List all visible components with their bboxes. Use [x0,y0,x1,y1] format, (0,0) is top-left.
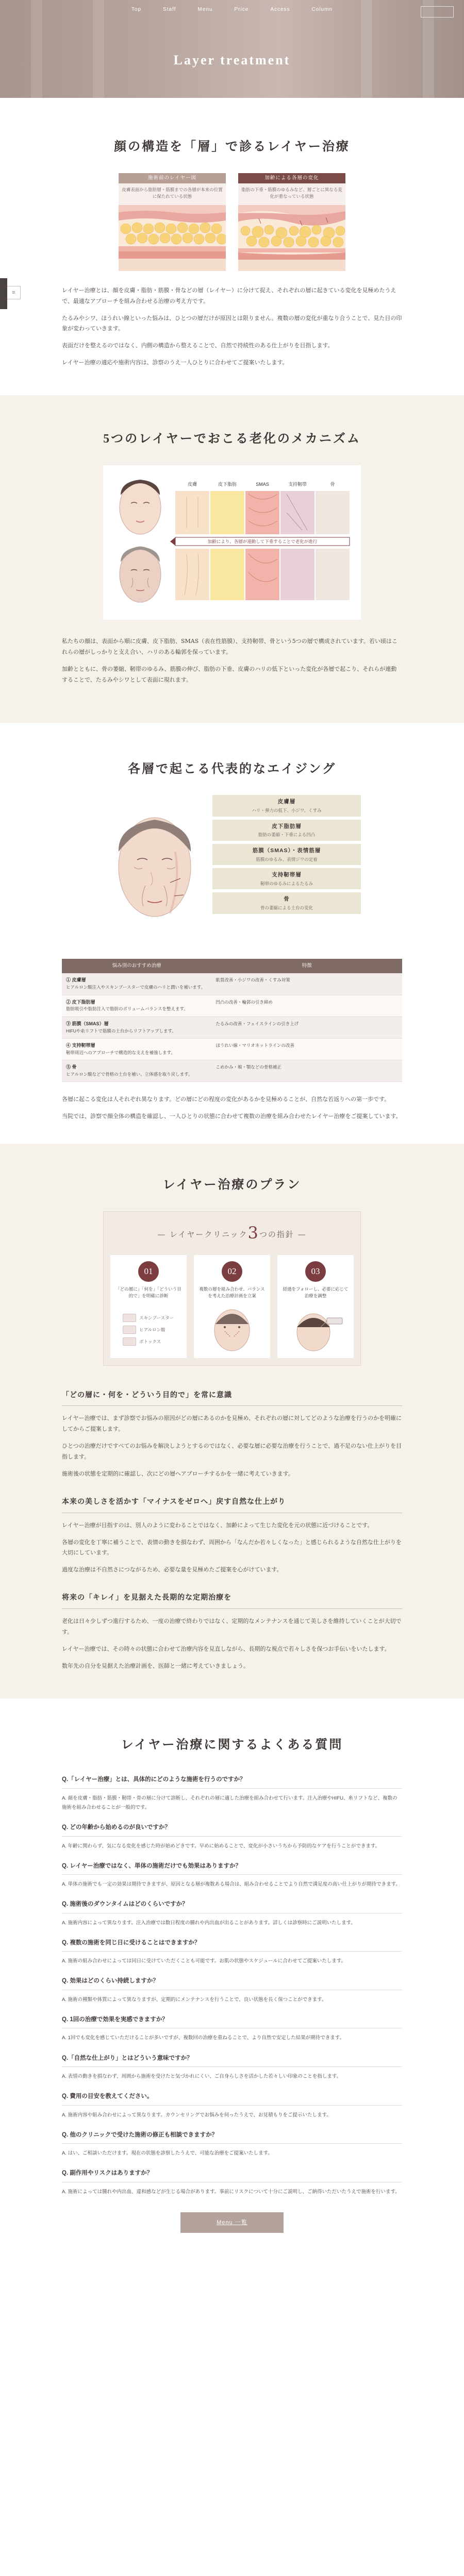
step-number: 02 [222,1261,242,1282]
plan-heading: — レイヤークリニック3つの指針 — [157,1223,307,1243]
nav-staff[interactable]: Staff [163,7,176,12]
paragraph: 各層に起こる変化は人それぞれ異なります。どの層にどの程度の変化があるかを見極めることが、自然な若返りへの第一歩です。 [62,1095,390,1103]
option-item: スキンブースター [123,1314,181,1322]
faq-item [62,1900,402,1928]
aging-figure [103,795,361,944]
paragraph: 私たちの顔は、表面から順に皮膚、皮下脂肪、SMAS（表在性筋膜）、支持靭帯、骨という5つの層で構成されています。若い頃はこれらの層がしっかりと支え合い、ハリのある輪郭を保っています。 [62,637,397,655]
paragraph: 表面だけを整えるのではなく、内側の構造から整えることで、自然で持続性のある仕上がりを目指します。 [62,342,334,349]
skin-layer-illustration [238,205,345,271]
aging-layer-item [212,892,361,913]
faq-item [62,1976,402,2005]
faq-question[interactable]: Q.「自然な仕上がり」とはどういう意味ですか？ [62,2054,402,2067]
paragraph: レイヤー治療では、まず診察でお悩みの原因がどの層にあるのかを見極め、それぞれの層に対してどのような治療を行うのかを明確にしてからご提案します。 [62,1415,402,1433]
table-row [62,973,402,995]
section-title: 5つのレイヤーでおこる老化のメカニズム [103,432,361,446]
paragraph: レイヤー治療では、その時々の状態に合わせて治療内容を見直しながら、長期的な視点で若々しさを保つお手伝いをいたします。 [62,1645,390,1652]
table-header: 悩み別のおすすめ治療 [62,959,211,973]
section-aging [0,723,464,1144]
aging-layer-desc: 靭帯のゆるみによるたるみ [260,880,313,886]
plan-step [110,1255,187,1358]
table-cell: 肌質改善・小ジワの改善・くすみ対策 [211,973,402,995]
option-item: ヒアルロン酸 [123,1326,181,1334]
faq-answer: A. 表情の動きを損なわず、周囲から施術を受けたと気づかれにくい、ご自身らしさを活かした若々しい印象のことを指します。 [62,2074,342,2080]
aging-text [62,1094,402,1122]
layer-label: SMAS [256,481,269,487]
mechanism-note: 加齢により、各層が連動して下垂することで老化が進行 [207,538,318,544]
table-cell: ほうれい線・マリオネットラインの改善 [211,1038,402,1060]
faq-item [62,1775,402,1812]
aging-face-illustration [103,795,206,944]
aging-layer-item [212,795,361,816]
faq-question[interactable]: Q. レイヤー治療ではなく、単体の施術だけでも効果はありますか？ [62,1861,402,1875]
aging-layer-item [212,820,361,841]
treatment-options [115,1307,181,1353]
skin-card-note: 皮膚表面から脂肪層・筋膜までの各層が本来の位置に保たれている状態 [119,183,226,205]
aging-layer-desc: 骨の萎縮による土台の変化 [260,905,313,911]
faq-answer: A. 単体の施術でも一定の効果は期待できますが、原因となる層が複数ある場合は、組み合わせることでより自然で満足度の高い仕上がりが期待できます。 [62,1882,401,1888]
table-cell: ④ 支持靭帯層 靭帯周辺へのアプローチで構造的な支えを補強します。 [62,1038,211,1060]
nav-access[interactable]: Access [270,7,290,12]
menu-toggle-button[interactable]: ≡ [7,286,21,299]
faq-answer: A. 施術の種類や体質によって異なりますが、定期的にメンテナンスを行うことで、良い状態を長く保つことができます。 [62,1996,327,2003]
skin-card-before [119,173,226,271]
paragraph: たるみやシワ、ほうれい線といった悩みは、ひとつの層だけが原因とは限りません。複数の層の変化が重なり合うことで、見た目の印象が変わっていきます。 [62,314,402,332]
section-mechanism [0,395,464,722]
faq-question[interactable]: Q. 副作用やリスクはありますか？ [62,2168,402,2182]
skin-layer-figure [119,173,345,271]
aging-mechanism-illustration [109,471,355,614]
nav-price[interactable]: Price [234,7,249,12]
plan-subheading: 「どの層に・何を・どういう目的で」を常に意識 [62,1386,402,1406]
menu-list-button[interactable]: Menu 一覧 [180,2212,284,2233]
section-layer-intro [0,98,464,395]
step-number: 01 [138,1261,159,1282]
faq-answer: A. 顔を皮膚・脂肪・筋膜・靭帯・骨の層に分けて診断し、それぞれの層に適した治療を組み合わせて行います。注入治療やHIFU、糸リフトなど、複数の施術を組み合わせることが一般的です。 [62,1795,397,1810]
layer-label: 支持靭帯 [288,481,307,487]
step-text: 「どの層に」「何を」「どういう目的で」を明確に診断 [115,1286,181,1299]
aging-layer-desc: 脂肪の萎縮・下垂による凹凸 [258,832,316,838]
faq-item [62,1823,402,1851]
treatment-table [62,959,402,1082]
faq-item [62,1938,402,1967]
faq-question[interactable]: Q.「レイヤー治療」とは、具体的にどのような施術を行うのですか？ [62,1775,402,1789]
faq-item [62,2168,402,2197]
faq-question[interactable]: Q. 費用の目安を教えてください。 [62,2092,402,2106]
section-title: 各層で起こる代表的なエイジング [128,762,336,776]
table-header: 特徴 [211,959,402,973]
faq-item [62,2015,402,2043]
aging-layer-heading: 皮膚層 [277,799,296,805]
faq-answer: A. 年齢に関わらず、気になる変化を感じた時が始めどきです。早めに始めることで、変化が小さいうちから予防的なケアを行うことができます。 [62,1843,380,1849]
table-row [62,1060,402,1081]
faq-item [62,2054,402,2082]
skin-card-caption: 施術前のレイヤー図 [119,173,226,183]
step-number: 03 [305,1261,326,1282]
step-text: 経過をフォローし、必要に応じて治療を調整 [283,1286,349,1299]
paragraph: 加齢とともに、骨の萎縮、靭帯のゆるみ、筋膜の伸び、脂肪の下垂、皮膚のハリの低下といった変化が各層で起こり、それらが連動することで、たるみやシワとして表面に現れます。 [62,665,397,683]
section-plan [0,1144,464,1699]
section-title: レイヤー治療のプラン [162,1178,302,1192]
aging-layer-desc: ハリ・弾力の低下、小ジワ、くすみ [252,808,322,814]
mechanism-figure [103,465,361,620]
table-cell: こめかみ・頬・顎などの骨格補正 [211,1060,402,1081]
skin-card-caption: 加齢による各層の変化 [238,173,345,183]
table-row [62,1038,402,1060]
hero-title: Layer treatment [173,53,291,67]
mechanism-text [62,636,402,686]
aging-layer-item [212,868,361,889]
nav-top[interactable]: Top [131,7,142,12]
faq-answer: A. 施術内容によって異なります。注入治療では数日程度の腫れや内出血が出ることがあります。詳しくは診察時にご説明いたします。 [62,1920,356,1926]
paragraph: レイヤー治療とは、顔を皮膚・脂肪・筋膜・骨などの層（レイヤー）に分けて捉え、それぞれの層に起きている変化を見極めたうえで、最適なアプローチを組み合わせる治療の考え方です。 [62,286,396,304]
skin-layer-illustration [119,205,226,271]
skin-card-after [238,173,345,271]
faq-item [62,2130,402,2159]
hero-header [0,0,464,98]
paragraph: 老化は日々少しずつ進行するため、一度の治療で終わりではなく、定期的なメンテナンスを通じて美しさを維持していくことが大切です。 [62,1617,402,1635]
aging-layer-desc: 筋膜のゆるみ、表情ジワの定着 [256,856,318,862]
paragraph: レイヤー治療が目指すのは、別人のように変わることではなく、加齢によって生じた変化を元の状態に近づけることです。 [62,1521,373,1529]
layer-label: 骨 [330,481,335,487]
plan-step [277,1255,354,1358]
global-nav [0,5,464,14]
treatment-illustration [283,1307,349,1353]
section-faq [0,1699,464,2259]
aging-layer-heading: 骨 [284,896,290,903]
section-title: 顔の構造を「層」で診るレイヤー治療 [114,140,350,154]
table-row [62,995,402,1016]
aging-layer-heading: 皮下脂肪層 [272,823,302,829]
table-cell: ③ 筋膜（SMAS）層 HIFUや糸リフトで筋膜の土台からリフトアップします。 [62,1016,211,1038]
nav-menu[interactable]: Menu [197,7,213,12]
faq-item [62,1861,402,1890]
step-text: 複数の層を組み合わせ、バランスを考えた治療計画を立案 [199,1286,265,1299]
paragraph: レイヤー治療の適応や施術内容は、診察のうえ一人ひとりに合わせてご提案いたします。 [62,359,288,366]
paragraph: 施術後の状態を定期的に確認し、次にどの層へアプローチするかを一緒に考えていきます。 [62,1470,294,1477]
paragraph: 過度な治療は不自然さにつながるため、必要な量を見極めたご提案を心がけています。 [62,1566,283,1573]
aging-layer-list [212,795,361,944]
faq-answer: A. はい、ご相談いただけます。現在の状態を診察したうえで、可能な治療をご提案いたします。 [62,2150,273,2157]
side-tab[interactable] [0,278,7,309]
table-cell: ② 皮下脂肪層 脂肪吸引や脂肪注入で脂肪のボリュームバランスを整えます。 [62,995,211,1016]
table-cell: 凹凸の改善・輪郭の引き締め [211,995,402,1016]
aging-layer-heading: 筋膜（SMAS）・表情筋層 [252,847,321,854]
section-title: レイヤー治療に関するよくある質問 [121,1738,343,1752]
faq-question[interactable]: Q. 複数の施術を同じ日に受けることはできますか？ [62,1938,402,1952]
table-cell: ⑤ 骨 ヒアルロン酸などで骨格の土台を補い、立体感を取り戻します。 [62,1060,211,1081]
plan-figure [103,1211,361,1366]
faq-question[interactable]: Q. 施術後のダウンタイムはどのくらいですか？ [62,1900,402,1913]
faq-question[interactable]: Q. どの年齢から始めるのが良いですか？ [62,1823,402,1837]
faq-answer: A. 施術内容や組み合わせによって異なります。カウンセリングでお悩みを伺ったうえで、お見積もりをご提示いたします。 [62,2112,332,2118]
aging-layer-item [212,844,361,865]
aging-layer-heading: 支持靭帯層 [272,872,302,878]
paragraph: ひとつの治療だけですべてのお悩みを解決しようとするのではなく、必要な層に必要な治療を行うことで、過不足のない仕上がりを目指します。 [62,1443,402,1461]
option-item: ボトックス [123,1337,181,1346]
paragraph: 各層の変化を丁寧に補うことで、表情の動きを損なわず、周囲から「なんだか若々しくなった」と感じられるような自然な仕上がりを大切にしています。 [62,1538,402,1556]
paragraph: 数年先の自分を見据えた治療計画を、医師と一緒に考えていきましょう。 [62,1662,249,1669]
plan-subheading: 将来の「キレイ」を見据えた長期的な定期治療を [62,1589,402,1609]
layer-label: 皮膚 [187,481,197,487]
nav-column[interactable]: Column [311,7,333,12]
faq-question[interactable]: Q. 効果はどのくらい持続しますか？ [62,1976,402,1990]
table-row [62,1016,402,1038]
plan-step [194,1255,270,1358]
plan-text [62,1386,402,1672]
faq-question[interactable]: Q. 他のクリニックで受けた施術の修正も相談できますか？ [62,2130,402,2144]
faq-item [62,2092,402,2120]
faq-question[interactable]: Q. 1回の治療で効果を実感できますか？ [62,2015,402,2029]
intro-text [62,285,402,368]
faq-answer: A. 1回でも変化を感じていただけることが多いですが、複数回の治療を重ねることで、より自然で安定した結果が期待できます。 [62,2035,344,2041]
faq-list [62,1775,402,2197]
table-cell: ① 皮膚層 ヒアルロン酸注入やスキンブースターで皮膚のハリと潤いを補います。 [62,973,211,995]
reserve-button[interactable] [421,6,454,18]
skin-card-note: 脂肪の下垂・筋膜のゆるみなど、層ごとに異なる変化が重なっている状態 [238,183,345,205]
faq-answer: A. 施術の組み合わせによっては同日に受けていただくことも可能です。お肌の状態やスケジュールに合わせてご提案いたします。 [62,1958,346,1964]
paragraph: 当院では、診察で顔全体の構造を確認し、一人ひとりの状態に合わせて複数の治療を組み合わせたレイヤー治療をご提案しています。 [62,1112,402,1120]
faq-answer: A. 施術によっては腫れや内出血、違和感などが生じる場合があります。事前にリスクについて十分にご説明し、ご納得いただいたうえで施術を行います。 [62,2189,400,2195]
plan-subheading: 本来の美しさを活かす「マイナスをゼロへ」戻す自然な仕上がり [62,1493,402,1513]
layer-label: 皮下脂肪 [218,481,237,487]
consultation-illustration [199,1307,265,1353]
table-cell: たるみの改善・フェイスラインの引き上げ [211,1016,402,1038]
